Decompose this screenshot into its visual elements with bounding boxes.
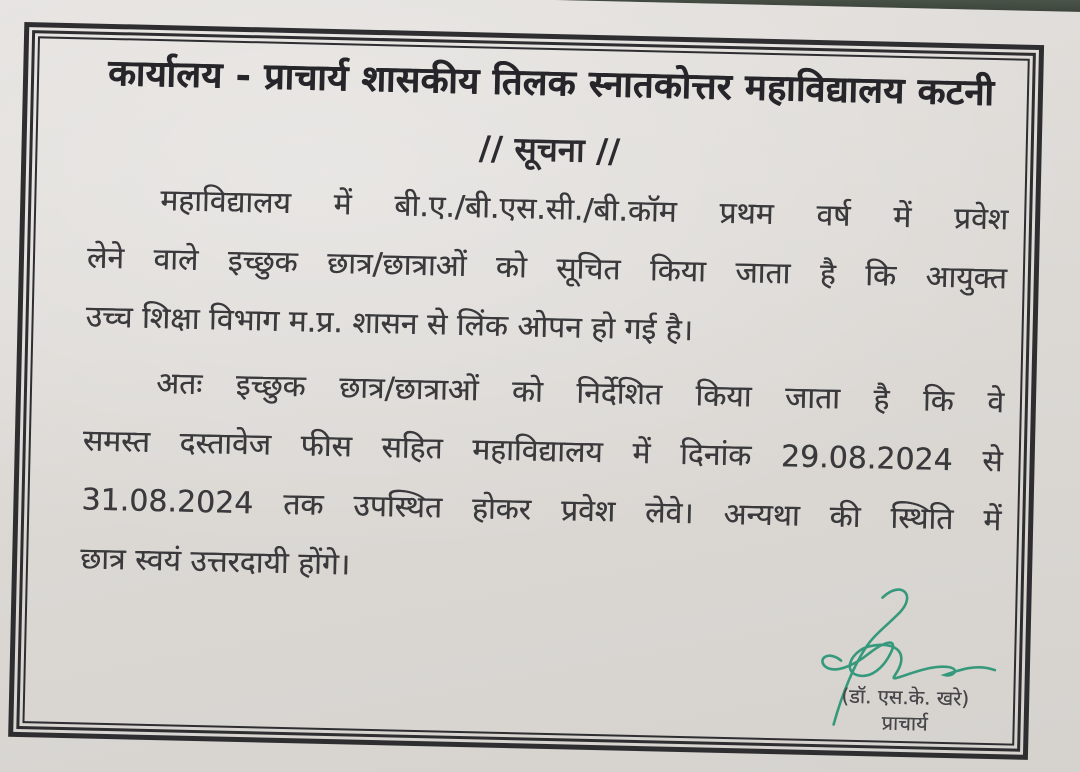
signature-name: (डॉ. एस.के. खरे) <box>841 683 970 711</box>
notice-border-frame-middle <box>16 30 1036 752</box>
notice-title: कार्यालय - प्राचार्य शासकीय तिलक स्नातकोत्तर महाविद्यालय कटनी <box>107 52 995 114</box>
notice-line: उच्च शिक्षा विभाग म.प्र. शासन से लिंक ओपन हो गई है। <box>85 299 694 349</box>
notice-paragraph-2 <box>80 352 1005 609</box>
signature-block <box>799 584 1012 739</box>
notice-border-frame-inner <box>22 36 1029 745</box>
notice-line: समस्त दस्तावेज फीस सहित महाविद्यालय में दिनांक 29.08.2024 से <box>82 423 1004 480</box>
notice-line: महाविद्यालय में बी.ए./बी.एस.सी./बी.कॉम प्रथम वर्ष में प्रवेश <box>159 183 1009 238</box>
notice-paragraph-1 <box>85 169 1009 367</box>
notice-border-frame <box>8 22 1044 760</box>
notice-subtitle: // सूचना // <box>478 128 621 171</box>
notice-line: छात्र स्वयं उत्तरदायी होंगे। <box>79 541 351 583</box>
notice-line: अतः इच्छुक छात्र/छात्राओं को निर्देशित किया जाता है कि वे <box>155 366 1005 421</box>
notice-line: लेने वाले इच्छुक छात्र/छात्राओं को सूचित किया जाता है कि आयुक्त <box>86 240 1008 297</box>
signature-title: प्राचार्य <box>881 710 928 736</box>
notice-line: 31.08.2024 तक उपस्थित होकर प्रवेश लेवे। अन्यथा की स्थिति में <box>81 482 1002 539</box>
